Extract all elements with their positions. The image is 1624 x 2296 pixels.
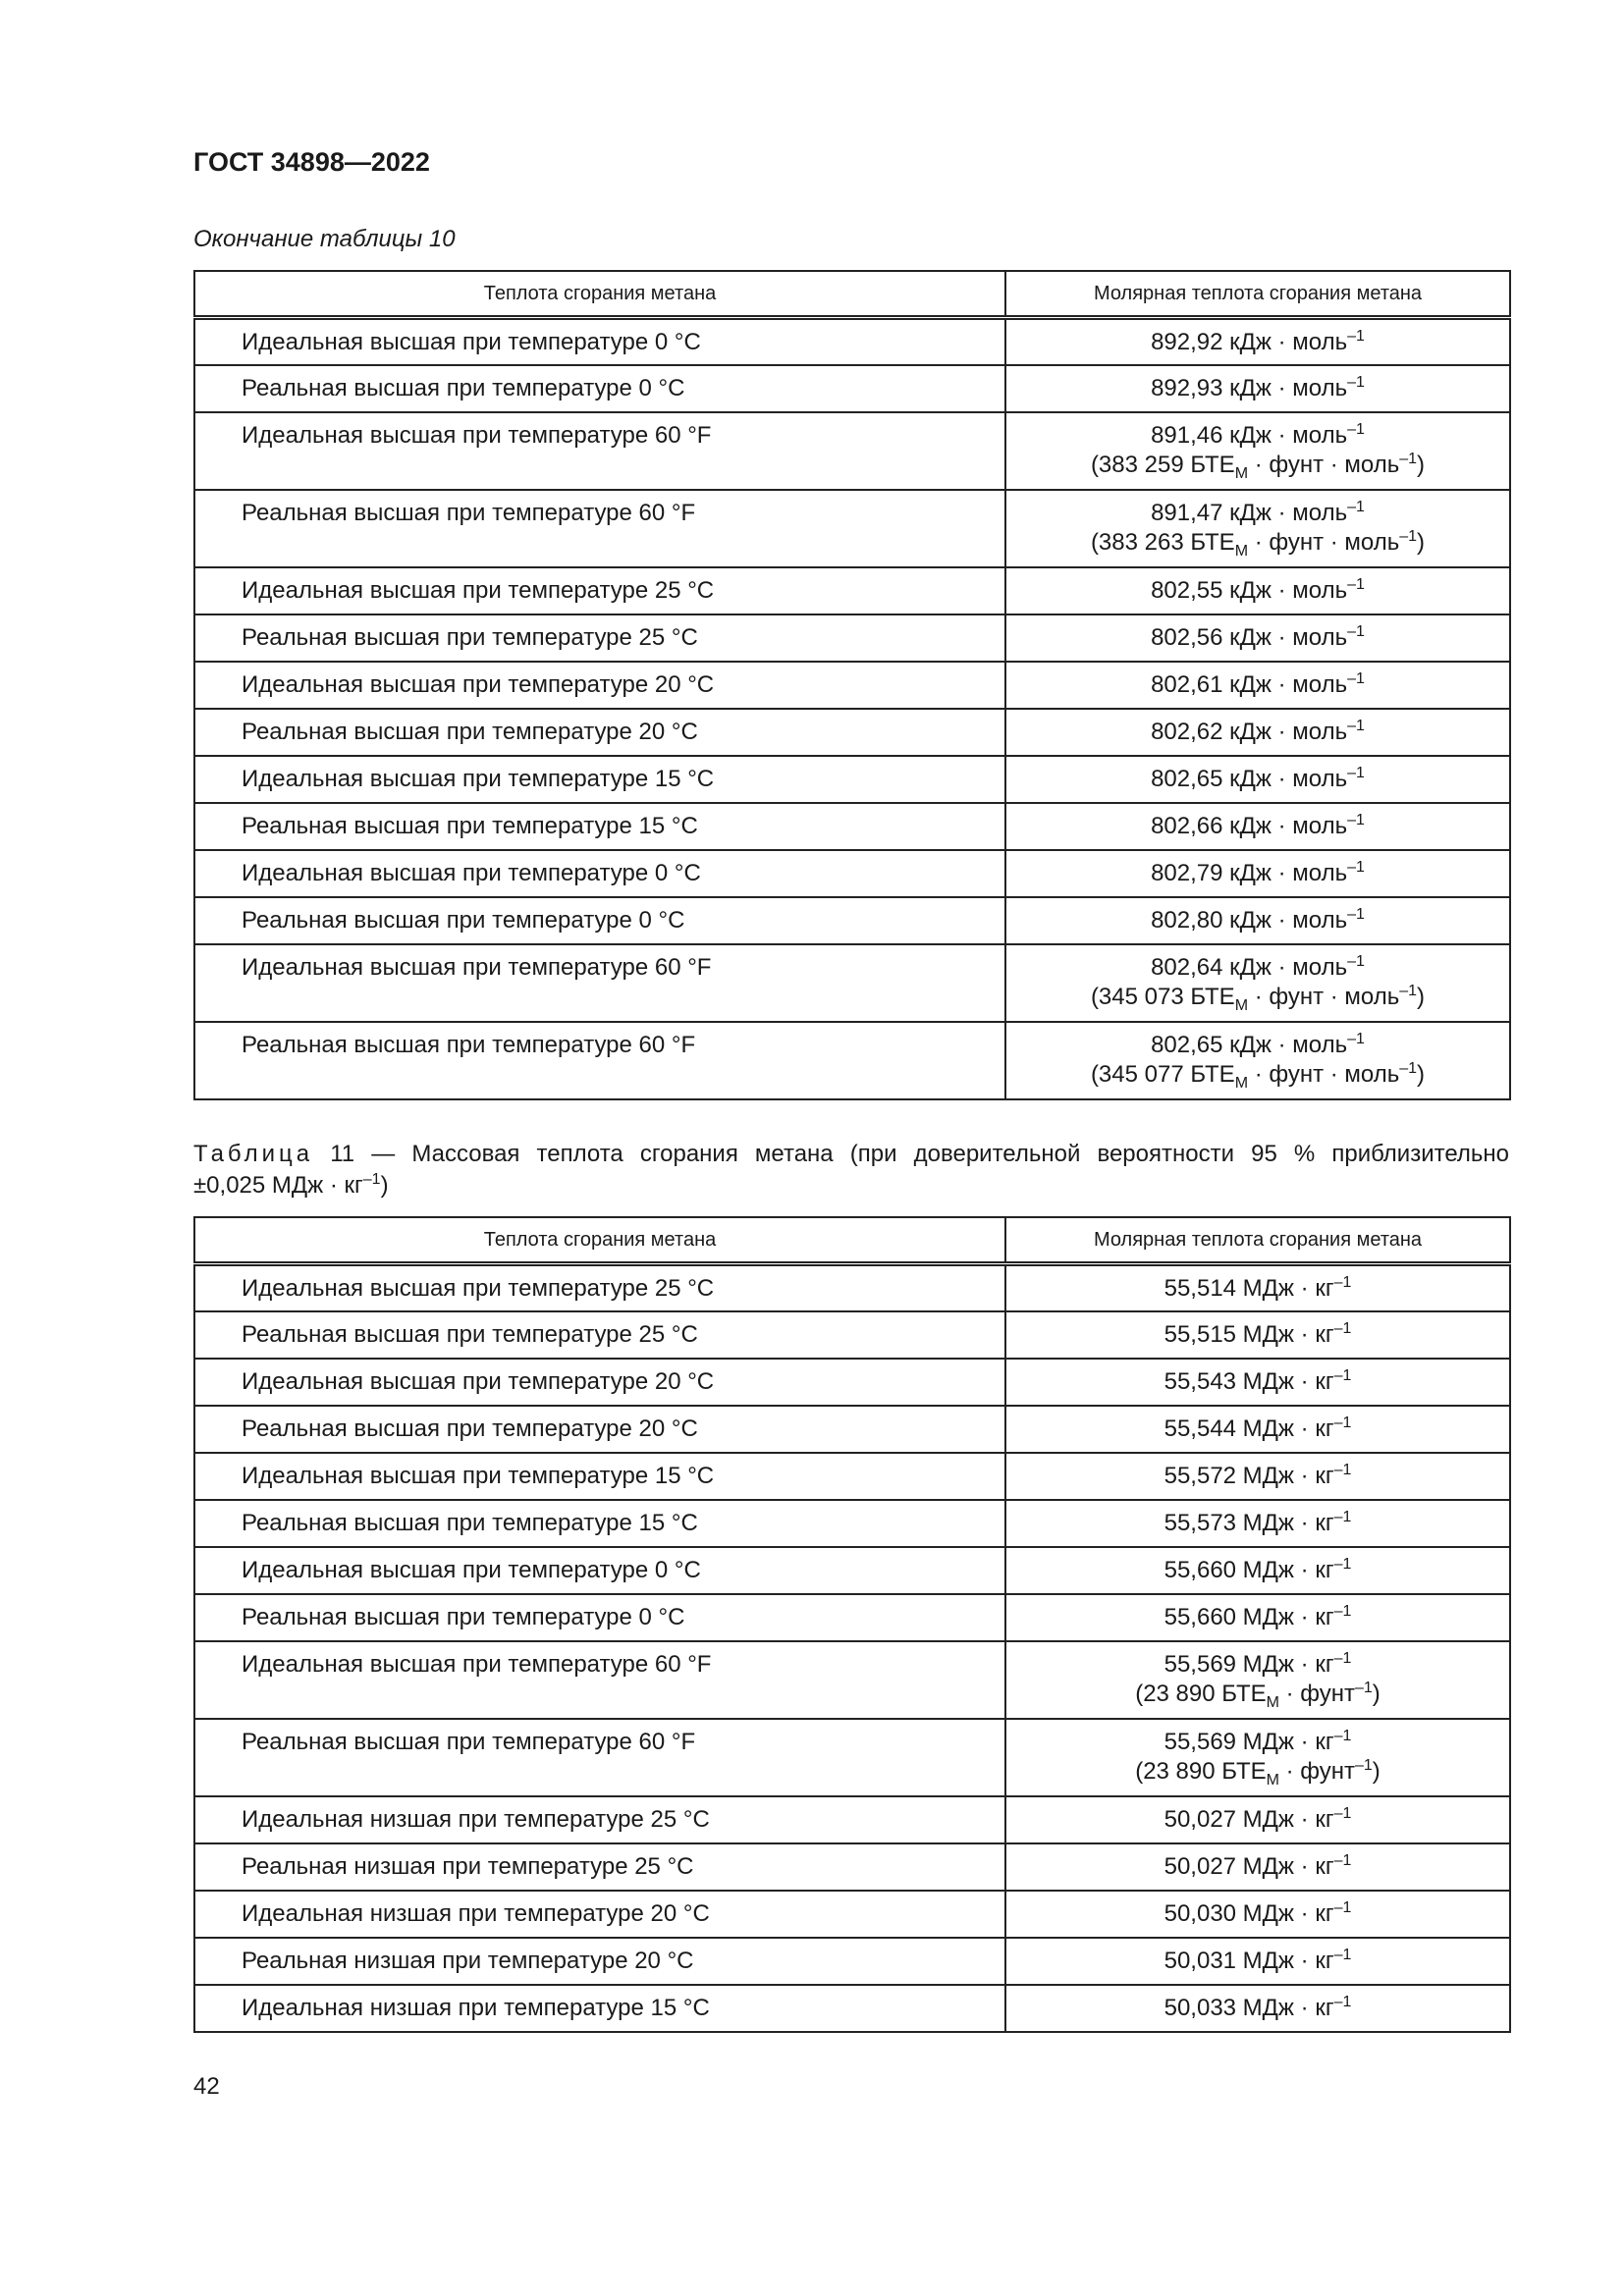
row-name-cell: Идеальная низшая при температуре 20 °С — [194, 1891, 1005, 1938]
row-value-cell — [1005, 709, 1510, 756]
alt-value-text: (345 077 БТЕ — [1090, 1060, 1235, 1088]
table-row — [194, 567, 1510, 614]
row-name-cell: Реальная высшая при температуре 20 °С — [194, 1406, 1005, 1453]
value-line — [1006, 1556, 1509, 1585]
row-value-cell — [1005, 897, 1510, 944]
row-name-cell: Идеальная высшая при температуре 20 °С — [194, 662, 1005, 709]
value-line — [1006, 421, 1509, 451]
value-text: 55,544 МДж · кг — [1164, 1415, 1334, 1442]
alt-value-text: (383 259 БТЕ — [1090, 451, 1235, 478]
row-name-cell: Реальная высшая при температуре 60 °F — [194, 1022, 1005, 1099]
caption-line-2 — [193, 1170, 1509, 1201]
table-row — [194, 318, 1510, 365]
row-value-cell — [1005, 1311, 1510, 1359]
value-text: 55,569 МДж · кг — [1164, 1650, 1334, 1678]
caption-exponent: –1 — [362, 1171, 381, 1188]
table-row — [194, 614, 1510, 662]
row-value-cell — [1005, 1891, 1510, 1938]
alt-unit-line — [1006, 451, 1509, 480]
row-name-cell: Идеальная высшая при температуре 0 °С — [194, 1547, 1005, 1594]
value-exponent: –1 — [1347, 575, 1365, 593]
value-line — [1006, 1274, 1509, 1304]
page-number: 42 — [193, 2073, 220, 2100]
value-exponent: –1 — [1347, 858, 1365, 876]
row-name-cell: Идеальная высшая при температуре 60 °F — [194, 412, 1005, 490]
column-header-value: Молярная теплота сгорания метана — [1005, 271, 1510, 318]
row-value-cell — [1005, 567, 1510, 614]
row-value-cell — [1005, 1641, 1510, 1719]
value-exponent: –1 — [1347, 811, 1365, 828]
value-line — [1006, 953, 1509, 983]
value-exponent: –1 — [1333, 1649, 1352, 1667]
value-exponent: –1 — [1347, 498, 1365, 515]
value-line — [1006, 1320, 1509, 1350]
alt-unit-exponent: –1 — [1355, 1756, 1373, 1774]
row-value-cell — [1005, 1453, 1510, 1500]
alt-unit-line — [1006, 528, 1509, 558]
row-name-cell: Реальная низшая при температуре 20 °С — [194, 1938, 1005, 1985]
row-value-cell — [1005, 1406, 1510, 1453]
alt-close: ) — [1372, 1757, 1380, 1785]
table-continuation-label: Окончание таблицы 10 — [193, 226, 456, 252]
value-text: 802,66 кДж · моль — [1151, 812, 1348, 839]
value-exponent: –1 — [1347, 905, 1365, 923]
alt-close: ) — [1372, 1680, 1380, 1707]
value-line — [1006, 1509, 1509, 1538]
table-row — [194, 803, 1510, 850]
value-line — [1006, 859, 1509, 888]
table-row — [194, 1938, 1510, 1985]
row-name-cell: Реальная высшая при температуре 0 °С — [194, 1594, 1005, 1641]
row-name-cell: Реальная высшая при температуре 20 °С — [194, 709, 1005, 756]
value-exponent: –1 — [1347, 420, 1365, 438]
row-name-cell: Идеальная высшая при температуре 60 °F — [194, 1641, 1005, 1719]
table-11 — [193, 1216, 1511, 2033]
table-row — [194, 850, 1510, 897]
row-value-cell — [1005, 1843, 1510, 1891]
alt-unit-line — [1006, 1757, 1509, 1787]
row-value-cell — [1005, 318, 1510, 365]
row-value-cell — [1005, 1500, 1510, 1547]
value-line — [1006, 1415, 1509, 1444]
alt-close: ) — [1417, 528, 1426, 556]
alt-close: ) — [1417, 1060, 1426, 1088]
value-line — [1006, 765, 1509, 794]
row-name-cell: Реальная высшая при температуре 25 °С — [194, 1311, 1005, 1359]
row-value-cell — [1005, 1594, 1510, 1641]
value-text: 55,572 МДж · кг — [1164, 1462, 1334, 1489]
table-row — [194, 1719, 1510, 1796]
row-value-cell — [1005, 803, 1510, 850]
table-11-body — [194, 1264, 1510, 2032]
table-row — [194, 1843, 1510, 1891]
row-value-cell — [1005, 1796, 1510, 1843]
table-row — [194, 897, 1510, 944]
value-text: 891,47 кДж · моль — [1151, 499, 1348, 526]
row-name-cell: Реальная высшая при температуре 15 °С — [194, 803, 1005, 850]
row-name-cell: Идеальная высшая при температуре 25 °С — [194, 1264, 1005, 1311]
table-row — [194, 1264, 1510, 1311]
value-exponent: –1 — [1333, 1993, 1352, 2010]
row-value-cell — [1005, 1719, 1510, 1796]
value-text: 802,64 кДж · моль — [1151, 953, 1348, 981]
caption-close: ) — [380, 1172, 389, 1199]
row-name-cell: Реальная высшая при температуре 60 °F — [194, 1719, 1005, 1796]
value-text: 802,62 кДж · моль — [1151, 718, 1348, 745]
alt-unit-subscript: М — [1234, 464, 1249, 482]
value-exponent: –1 — [1347, 1030, 1365, 1047]
value-line — [1006, 906, 1509, 935]
row-name-cell: Идеальная высшая при температуре 60 °F — [194, 944, 1005, 1022]
value-line — [1006, 1462, 1509, 1491]
alt-close: ) — [1417, 983, 1426, 1010]
value-text: 802,65 кДж · моль — [1151, 1031, 1348, 1058]
value-exponent: –1 — [1333, 1274, 1352, 1291]
alt-value-text: (23 890 БТЕ — [1135, 1757, 1267, 1785]
alt-unit-subscript: М — [1234, 1074, 1249, 1092]
row-name-cell: Реальная высшая при температуре 0 °С — [194, 365, 1005, 412]
row-value-cell — [1005, 1359, 1510, 1406]
row-name-cell: Идеальная высшая при температуре 0 °С — [194, 850, 1005, 897]
value-line — [1006, 1728, 1509, 1757]
alt-unit-text: · фунт — [1278, 1680, 1355, 1707]
row-name-cell: Идеальная низшая при температуре 25 °С — [194, 1796, 1005, 1843]
row-value-cell — [1005, 1547, 1510, 1594]
caption-tolerance: ±0,025 МДж · кг — [193, 1172, 363, 1199]
value-line — [1006, 1947, 1509, 1976]
table-10-body — [194, 318, 1510, 1099]
row-name-cell: Идеальная высшая при температуре 20 °С — [194, 1359, 1005, 1406]
alt-unit-text: · фунт · моль — [1248, 1060, 1400, 1088]
value-line — [1006, 623, 1509, 653]
alt-unit-line — [1006, 1060, 1509, 1090]
table-row — [194, 1453, 1510, 1500]
value-exponent: –1 — [1333, 1898, 1352, 1916]
value-exponent: –1 — [1347, 764, 1365, 781]
row-name-cell: Идеальная высшая при температуре 25 °С — [194, 567, 1005, 614]
value-text: 802,79 кДж · моль — [1151, 859, 1348, 886]
row-value-cell — [1005, 1985, 1510, 2032]
table-row — [194, 944, 1510, 1022]
value-line — [1006, 1367, 1509, 1397]
value-line — [1006, 1805, 1509, 1835]
value-exponent: –1 — [1333, 1366, 1352, 1384]
table-row — [194, 412, 1510, 490]
value-line — [1006, 1994, 1509, 2023]
value-line — [1006, 1650, 1509, 1680]
value-exponent: –1 — [1347, 717, 1365, 734]
value-exponent: –1 — [1333, 1602, 1352, 1620]
alt-unit-text: · фунт · моль — [1248, 528, 1400, 556]
table-11-caption — [193, 1139, 1509, 1201]
value-exponent: –1 — [1347, 669, 1365, 687]
table-row — [194, 662, 1510, 709]
table-row — [194, 365, 1510, 412]
table-row — [194, 1500, 1510, 1547]
value-text: 802,55 кДж · моль — [1151, 576, 1348, 604]
value-line — [1006, 1031, 1509, 1060]
table-row — [194, 1359, 1510, 1406]
column-header-value: Молярная теплота сгорания метана — [1005, 1217, 1510, 1264]
value-line — [1006, 576, 1509, 606]
alt-unit-exponent: –1 — [1399, 982, 1418, 999]
value-exponent: –1 — [1333, 1461, 1352, 1478]
value-line — [1006, 328, 1509, 357]
table-header-row — [194, 1217, 1510, 1264]
row-name-cell: Идеальная низшая при температуре 15 °С — [194, 1985, 1005, 2032]
alt-unit-text: · фунт · моль — [1248, 451, 1400, 478]
alt-unit-exponent: –1 — [1399, 450, 1418, 467]
value-text: 802,80 кДж · моль — [1151, 906, 1348, 934]
value-line — [1006, 1852, 1509, 1882]
row-value-cell — [1005, 756, 1510, 803]
table-row — [194, 1985, 1510, 2032]
value-exponent: –1 — [1333, 1804, 1352, 1822]
value-text: 802,61 кДж · моль — [1151, 670, 1348, 698]
value-exponent: –1 — [1333, 1414, 1352, 1431]
alt-value-text: (23 890 БТЕ — [1135, 1680, 1267, 1707]
document-number: ГОСТ 34898—2022 — [193, 147, 430, 177]
table-10 — [193, 270, 1511, 1100]
value-exponent: –1 — [1333, 1727, 1352, 1744]
table-row — [194, 1796, 1510, 1843]
alt-close: ) — [1417, 451, 1426, 478]
value-text: 50,027 МДж · кг — [1164, 1852, 1334, 1880]
alt-unit-text: · фунт · моль — [1248, 983, 1400, 1010]
value-text: 802,56 кДж · моль — [1151, 623, 1348, 651]
alt-unit-exponent: –1 — [1399, 1059, 1418, 1077]
value-text: 55,569 МДж · кг — [1164, 1728, 1334, 1755]
value-text: 55,660 МДж · кг — [1164, 1556, 1334, 1583]
row-value-cell — [1005, 662, 1510, 709]
caption-label: Таблица — [193, 1141, 314, 1167]
value-exponent: –1 — [1333, 1851, 1352, 1869]
row-value-cell — [1005, 1938, 1510, 1985]
alt-unit-subscript: М — [1266, 1771, 1279, 1789]
value-text: 55,660 МДж · кг — [1164, 1603, 1334, 1630]
value-exponent: –1 — [1347, 622, 1365, 640]
caption-text: 11 — Массовая теплота сгорания метана (при доверительной вероятности 95 % приблизительно — [313, 1141, 1509, 1167]
table-row — [194, 1547, 1510, 1594]
value-line — [1006, 374, 1509, 403]
row-name-cell: Идеальная высшая при температуре 15 °С — [194, 1453, 1005, 1500]
row-value-cell — [1005, 365, 1510, 412]
table-row — [194, 709, 1510, 756]
alt-unit-line — [1006, 1680, 1509, 1709]
value-text: 55,515 МДж · кг — [1164, 1320, 1334, 1348]
alt-unit-text: · фунт — [1278, 1757, 1355, 1785]
row-value-cell — [1005, 1264, 1510, 1311]
row-value-cell — [1005, 412, 1510, 490]
value-exponent: –1 — [1333, 1555, 1352, 1573]
value-exponent: –1 — [1347, 952, 1365, 970]
value-text: 892,93 кДж · моль — [1151, 374, 1348, 401]
row-value-cell — [1005, 944, 1510, 1022]
value-text: 891,46 кДж · моль — [1151, 421, 1348, 449]
table-row — [194, 490, 1510, 567]
value-line — [1006, 718, 1509, 747]
value-text: 50,027 МДж · кг — [1164, 1805, 1334, 1833]
value-line — [1006, 812, 1509, 841]
table-header-row — [194, 271, 1510, 318]
row-name-cell: Реальная низшая при температуре 25 °С — [194, 1843, 1005, 1891]
value-text: 55,573 МДж · кг — [1164, 1509, 1334, 1536]
alt-value-text: (383 263 БТЕ — [1090, 528, 1235, 556]
value-line — [1006, 1899, 1509, 1929]
alt-unit-subscript: М — [1234, 542, 1249, 560]
value-exponent: –1 — [1333, 1946, 1352, 1963]
value-text: 802,65 кДж · моль — [1151, 765, 1348, 792]
row-value-cell — [1005, 850, 1510, 897]
table-row — [194, 1406, 1510, 1453]
row-name-cell: Реальная высшая при температуре 60 °F — [194, 490, 1005, 567]
column-header-name: Теплота сгорания метана — [194, 1217, 1005, 1264]
alt-unit-exponent: –1 — [1355, 1679, 1373, 1696]
row-name-cell: Реальная высшая при температуре 25 °С — [194, 614, 1005, 662]
row-value-cell — [1005, 490, 1510, 567]
alt-unit-subscript: М — [1234, 996, 1249, 1014]
value-line — [1006, 499, 1509, 528]
alt-unit-exponent: –1 — [1399, 527, 1418, 545]
alt-value-text: (345 073 БТЕ — [1090, 983, 1235, 1010]
table-row — [194, 1022, 1510, 1099]
row-value-cell — [1005, 1022, 1510, 1099]
value-line — [1006, 670, 1509, 700]
row-name-cell: Реальная высшая при температуре 15 °С — [194, 1500, 1005, 1547]
value-exponent: –1 — [1333, 1508, 1352, 1525]
row-name-cell: Идеальная высшая при температуре 0 °С — [194, 318, 1005, 365]
table-row — [194, 1594, 1510, 1641]
row-value-cell — [1005, 614, 1510, 662]
value-line — [1006, 1603, 1509, 1632]
row-name-cell: Идеальная высшая при температуре 15 °С — [194, 756, 1005, 803]
value-text: 50,031 МДж · кг — [1164, 1947, 1334, 1974]
alt-unit-subscript: М — [1266, 1693, 1279, 1711]
value-text: 50,030 МДж · кг — [1164, 1899, 1334, 1927]
value-exponent: –1 — [1347, 373, 1365, 391]
value-text: 55,543 МДж · кг — [1164, 1367, 1334, 1395]
value-exponent: –1 — [1347, 328, 1365, 345]
value-text: 55,514 МДж · кг — [1164, 1275, 1334, 1302]
value-text: 892,92 кДж · моль — [1151, 329, 1348, 355]
value-exponent: –1 — [1333, 1319, 1352, 1337]
alt-unit-line — [1006, 983, 1509, 1012]
table-row — [194, 1641, 1510, 1719]
row-name-cell: Реальная высшая при температуре 0 °С — [194, 897, 1005, 944]
column-header-name: Теплота сгорания метана — [194, 271, 1005, 318]
table-row — [194, 1311, 1510, 1359]
value-text: 50,033 МДж · кг — [1164, 1994, 1334, 2021]
table-row — [194, 1891, 1510, 1938]
table-row — [194, 756, 1510, 803]
